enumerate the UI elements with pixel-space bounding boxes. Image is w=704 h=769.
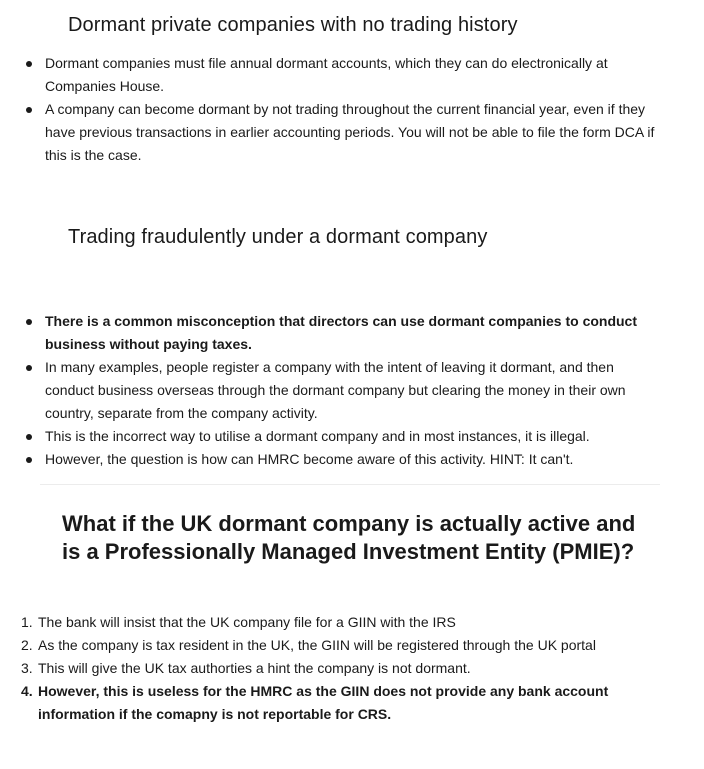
- list-item: [45, 310, 665, 356]
- bullet-dot-icon: [26, 457, 32, 463]
- list-item-text: However, this is useless for the HMRC as the GIIN does not provide any bank account information if the comapny is not reportable for CRS.: [38, 683, 609, 722]
- list-item-text: This will give the UK tax authorties a hint the company is not dormant.: [38, 660, 471, 676]
- list-item: [45, 52, 665, 98]
- list-item-number: 2.: [21, 637, 33, 653]
- bullet-dot-icon: [26, 434, 32, 440]
- numbered-list-pmie: [21, 611, 648, 726]
- list-item: [45, 98, 665, 167]
- list-item-text: However, the question is how can HMRC become aware of this activity. HINT: It can't.: [45, 451, 574, 467]
- list-item: [21, 611, 648, 634]
- list-item-text: The bank will insist that the UK company file for a GIIN with the IRS: [38, 614, 456, 630]
- bullet-dot-icon: [26, 319, 32, 325]
- section-heading-pmie: What if the UK dormant company is actually active and is a Professionally Managed Investment Entity (PMIE)?: [62, 511, 636, 564]
- list-item: [21, 657, 648, 680]
- bullet-dot-icon: [26, 107, 32, 113]
- bullet-dot-icon: [26, 365, 32, 371]
- list-item: [21, 680, 648, 726]
- list-item: [21, 634, 648, 657]
- bullet-list-dormant-no-trading: [45, 52, 665, 167]
- list-item-number: 4.: [21, 683, 33, 699]
- list-item-number: 1.: [21, 614, 33, 630]
- bullet-list-trading-fraudulently: [45, 310, 665, 471]
- bullet-dot-icon: [26, 61, 32, 67]
- section-heading-trading-fraudulently: Trading fraudulently under a dormant company: [68, 226, 488, 248]
- list-item-text: This is the incorrect way to utilise a dormant company and in most instances, it is illegal.: [45, 428, 590, 444]
- divider: [40, 484, 660, 485]
- list-item-text: A company can become dormant by not trading throughout the current financial year, even if they have previous transactions in earlier accounting periods. You will not be able to file the form DCA if this is the case.: [45, 101, 655, 163]
- list-item-text: There is a common misconception that directors can use dormant companies to conduct business without paying taxes.: [45, 313, 638, 352]
- list-item-text: Dormant companies must file annual dormant accounts, which they can do electronically at Companies House.: [45, 55, 608, 94]
- list-item: [45, 448, 665, 471]
- list-item-number: 3.: [21, 660, 33, 676]
- list-item: [45, 356, 665, 425]
- list-item-text: As the company is tax resident in the UK, the GIIN will be registered through the UK portal: [38, 637, 596, 653]
- section-heading-dormant-no-trading: Dormant private companies with no trading history: [68, 14, 518, 36]
- list-item: [45, 425, 665, 448]
- list-item-text: In many examples, people register a company with the intent of leaving it dormant, and then conduct business overseas through the dormant company but clearing the money in their own country, separate from the company activity.: [45, 359, 626, 421]
